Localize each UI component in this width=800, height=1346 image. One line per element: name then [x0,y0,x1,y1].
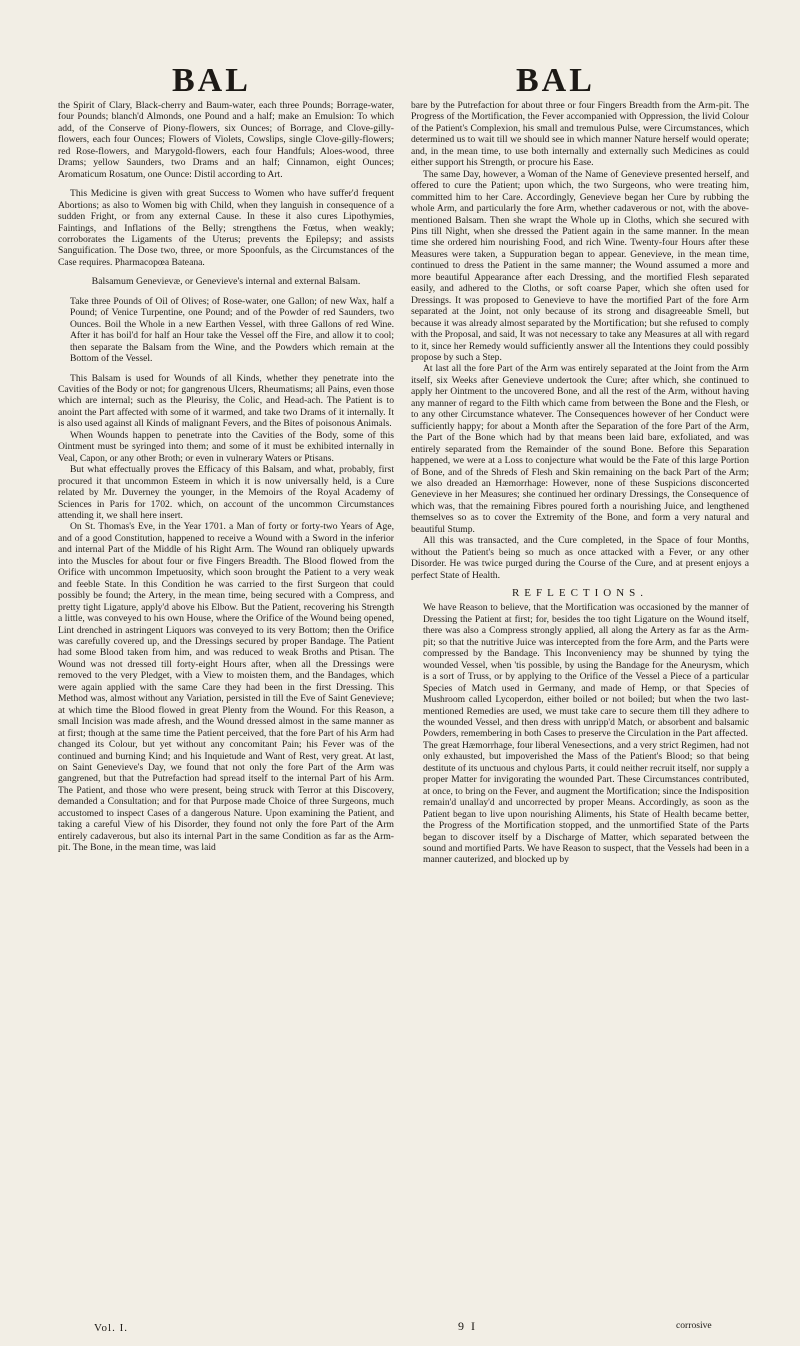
reflections-paragraph-2: The great Hæmorrhage, four liberal Venesections, and a very strict Regimen, had not only exhausted, but impoverished the Mass of the Patient's Blood; so that being destitute of its unctuous and chylous Parts, it could neither recruit itself, nor supply a proper Matter for invigorating the wounded Part. These Circumstances contributed, at once, to bring on the Fever, and augment the Mortification; since the Indisposition remain'd unallay'd and uncorrected by proper Means. Accordingly, as soon as the Patient began to live upon nourishing Aliments, his State of Health became better, the Progress of the Mortification stopped, and the unmortified State of the Parts began to discover itself by a Discharge of Matter, which separated between the sound and mortified Parts. We have Reason to suspect, that the Vessels had been in a manner cauterized, and blocked up by [423,739,749,866]
balsam-entry-title: Balsamum Genevievæ, or Genevieve's internal and external Balsam. [91,276,361,288]
genevieve-cure-paragraph: The same Day, however, a Woman of the Name of Genevieve presented herself, and offered to cure the Patient; upon which, the two Surgeons, who were treating him, committed him to her Care. Accordingly, Genevieve began her Cure by rubbing the whole Arm, and particularly the fore Arm, whether cadaverous or not, with the above-mentioned Balsam. Then she wrapt the Whole up in Cloths, which she secured with Pins till Night, when she dressed the Patient again in the same manner. In the mean time she ordered him nourishing Food, and rich Wine. Twenty-four Hours after these Measures were taken, a Suppuration began to appear. Genevieve, in the mean time, continued to dress the Patient in the same manner; the Wound assumed a more and more beautiful Appearance after each Dressing, and the mortified Flesh separated easily, and adhered to the Cloths, or soft coarse Paper, which she often used for Dressings. It was proposed to Genevieve to have the mortified Part of the fore Arm separated at the Joint, not only because of its strong and disagreeable Smell, but because it was already almost separated by the Mortification; but she refused to comply with the Proposal, and said, It was not necessary to take any Measures at all with regard to it, since her Remedy would sufficiently answer all the Intentions they could possibly propose by such a Step. [411,168,749,363]
catchword: corrosive [676,1320,712,1331]
medicine-uses-paragraph: This Medicine is given with great Success to Women who have suffer'd frequent Abortions; as also to Women big with Child, when they languish in consequence of a sudden Fright, or from any external Cause. In these it also cures Lipothymies, Faintings, and Inflations of the Belly; strengthens the Fœtus, when weakly; corroborates the Ligaments of the Uterus; prevents the Epilepsy; and assists Sanguification. The Dose two, three, or more Spoonfuls, as the Circumstances of the Case requires. Pharmacopœa Bateana. [58,188,394,268]
case-history-paragraph: On St. Thomas's Eve, in the Year 1701. a Man of forty or forty-two Years of Age, and of a good Constitution, happened to receive a Wound with a Sword in the inferior and internal Part of the Middle of his Right Arm. The Wound ran obliquely upwards into the Muscles for about four or five Fingers Breadth. The Blood flowed from the Orifice with uncommon Impetuosity, which soon brought the Patient to a very weak and feeble State. In this Condition he was carried to the first Surgeon that could possibly be found; the Artery, in the mean time, being secured with a Compress, and pretty tight Ligature, apply'd above his Elbow. But the Patient, recovering his Strength a little, was conveyed to his own House, where the Orifice of the Wound being opened, Lint drenched in astringent Liquors was conveyed to its very Bottom; then the Orifice was carefully covered up, and the Dressings secured by proper Bandage. The Patient had some Blood taken from him, and was reduced to weak Broths and Ptisan. The Wound was not dressed till forty-eight Hours after, when all the Dressings were removed to the very Pledget, with a View to moisten them, and the Bandages, which were again applied with the same Care they had been in the first Dressing. This Method was, almost without any Variation, persisted in till the Eve of Saint Genevieve; at which time the Blood flowed in great Plenty from the Wound. For this Reason, a small Incision was made afresh, and the Wound dressed almost in the same manner as at first; though at the same time the Patient perceived, that the fore Part of his Arm had changed its Colour, but yet without any concomitant Pain; his Fever was of the continued and burning Kind; and his Inquietude and Want of Rest, very great. At last, on Saint Genevieve's Day, we found that not only the fore Part of the Arm was gangrened, but that the Putrefaction had spread itself to the internal Part of his Arm. The Patient, and those who were present, being struck with Terror at this Discovery, demanded a Consultation; and for that Purpose made Choice of three Surgeons, much accustomed to inspect Cases of a dangerous Nature. Upon examining the Patient, and taking a careful View of his Disorder, they found not only the fore Part of the Arm entirely cadaverous, but also its internal Part in the same Condition as far as the Arm-pit. The Bone, in the mean time, was laid [58,521,394,854]
reflections-heading: REFLECTIONS. [511,587,649,600]
left-column [58,100,394,854]
balsam-recipe-paragraph: Take three Pounds of Oil of Olives; of Rose-water, one Gallon; of new Wax, half a Pound; of Venice Turpentine, one Pound; and of the Powder of red Saunders, two Ounces. Boil the Whole in a new Earthen Vessel, with three Gallons of red Wine. After it has boil'd for half an Hour take the Vessel off the Fire, and allow it to cool; then separate the Balsam from the Wine, and the Powders which remain at the Bottom of the Vessel. [70,295,394,365]
volume-signature: Vol. I. [94,1322,128,1334]
page-number: 9 I [458,1319,477,1333]
recipe-continuation: the Spirit of Clary, Black-cherry and Baum-water, each three Pounds; Borrage-water, four Pounds; blanch'd Almonds, one Pound and a half; make an Emulsion: To which add, of the Conserve of Piony-flowers, six Ounces; of Borrage, and Clove-gilly-flowers, each four Ounces; Flowers of Violets, Cowslips, single Clove-gilly-flowers; red Rose-flowers, and Marygold-flowers, each four Handfuls; Aloes-wood, three Drams; yellow Saunders, two Drams and an half; Cinnamon, eight Ounces; Aromaticum Rosatum, one Ounce: Distil according to Art. [58,100,394,180]
cure-completed-paragraph: All this was transacted, and the Cure completed, in the Space of four Months, without the Patient's being so much as once attacked with a Fever, or any other Disorder. He was twice purged during the Course of the Cure, and at present enjoys a perfect State of Health. [411,535,749,581]
running-head-right: BAL [516,62,595,99]
running-head-left: BAL [172,62,251,99]
balsam-uses-paragraph: This Balsam is used for Wounds of all Kinds, whether they penetrate into the Cavities of the Body or not; for gangrenous Ulcers, Rheumatisms; all Pains, even those which are internal; such as the Pleurisy, the Colic, and Head-ach. The Patient is to anoint the Part affected with some of it warmed, and take two Drams of it internally. It is also used against all Kinds of malignant Fevers, and the Bites of poisonous Animals. [58,372,394,430]
case-continuation: bare by the Putrefaction for about three or four Fingers Breadth from the Arm-pit. The Progress of the Mortification, the Fever accompanied with Oppression, the livid Colour of the Patient's Complexion, his small and tremulous Pulse, were Circumstances, which determined us to wait till we should see in which manner Nature herself would operate; and, in the mean time, to use both internally and externally such Medicines as could either support his Strength, or procure his Ease. [411,100,749,169]
right-column [411,100,749,866]
reflections-paragraph-1: We have Reason to believe, that the Mortification was occasioned by the manner of Dressing the Patient at first; for, besides the too tight Ligature on the Wound itself, there was also a Compress strongly applied, all along the Artery as far as the Arm-pit; so that the nutritive Juice was intercepted from the fore Arm, and the Parts were compressed by the Bandage. This Inconveniency may be shunned by tying the wounded Vessel, when 'tis possible, by using the Bandage for the Aneurysm, which is a sort of Truss, or by applying to the Orifice of the Vessel a Piece of a particular Species of Match used in Germany, and made of Hemp, or that Species of Mushroom called Lycoperdon, either boiled or not boiled; but when the two last-mentioned Remedies are used, we must take care to secure them till they adhere to the wounded Vessel, and then dress with unripp'd Match, or absorbent and balsamic Powders, remembering in both Cases to preserve the Circulation in the Part affected. [423,602,749,740]
wounds-paragraph: When Wounds happen to penetrate into the Cavities of the Body, some of this Ointment must be syringed into them; and some of it must be exhibited internally in Veal, Capon, or any other Broth; or even in vulnerary Waters or Ptisans. [58,429,394,464]
efficacy-paragraph: But what effectually proves the Efficacy of this Balsam, and what, probably, first procured it that uncommon Esteem in which it is now universally held, is a Cure related by Mr. Duverney the younger, in the Memoirs of the Royal Academy of Sciences in Paris for 1702. which, on account of the uncommon Circumstances attending it, we shall here insert. [58,464,394,521]
separation-paragraph: At last all the fore Part of the Arm was entirely separated at the Joint from the Arm itself, six Weeks after Genevieve undertook the Cure; after which, she continued to apply her Ointment to the uncovered Bone, and all the rest of the Arm, without having any manner of regard to the Filth which came from between the Bone and the Flesh, or to any other Circumstance whatever. The Consequences however of her Conduct were sufficiently happy; for about a Month after the Separation of the fore Part of the Arm, the Part of the Bone which had by that means been laid bare, exfoliated, and was entirely separated from the Remainder of the sound Bone. Before this Separation happened, we were at a Loss to conjecture what would be the Fate of this large Portion of Bone, and of the Shreds of Flesh and Skin remaining on the back Part of the Arm; we also dreaded an Hæmorrhage: However, none of these Suspicions disconcerted Genevieve in her Measures; she continued her ordinary Dressings, the Consequence of which was, that the remaining Fibres poured forth a nourishing Juice, and lengthened themselves so as to cover the Extremity of the Bone, and form a very natural and beautiful Stump. [411,363,749,535]
